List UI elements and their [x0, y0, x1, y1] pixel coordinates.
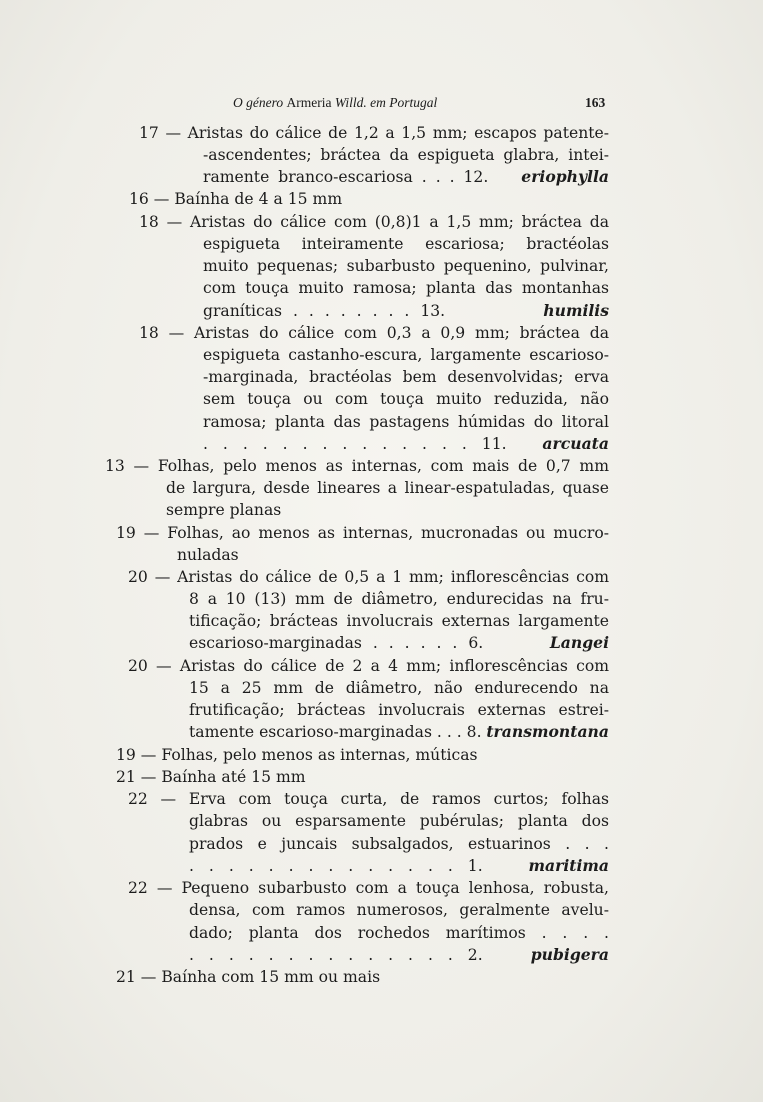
key-lead-text: . . . . . . . . . . . . . . 1.: [189, 857, 483, 875]
key-lead-text: ramente branco-escariosa . . . 12.: [203, 168, 489, 186]
taxon-name: transmontana: [486, 722, 609, 741]
key-line: espigueta inteiramente escariosa; bractéolas: [203, 235, 609, 253]
running-title: [233, 95, 437, 111]
running-header: [0, 95, 763, 115]
key-line: 16 — Baínha de 4 a 15 mm: [129, 190, 343, 208]
key-line: 20 — Aristas do cálice de 0,5 a 1 mm; inflorescências com: [128, 568, 609, 586]
title-prefix: O género: [233, 95, 287, 110]
key-line: 22 — Pequeno subarbusto com a touça lenhosa, robusta,: [128, 879, 609, 897]
key-line: 19 — Folhas, ao menos as internas, mucronadas ou mucro-: [116, 524, 609, 542]
taxon-name: arcuata: [542, 434, 609, 453]
key-line: prados e juncais subsalgados, estuarinos . . .: [189, 835, 609, 853]
taxon-name: pubigera: [530, 945, 609, 964]
key-line: [203, 433, 609, 455]
key-line: 18 — Aristas do cálice com (0,8)1 a 1,5 mm; bráctea da: [139, 213, 609, 231]
key-line: tificação; brácteas involucrais externas largamente: [189, 612, 609, 630]
key-line: nuladas: [177, 546, 239, 564]
key-lead-text: escarioso-marginadas . . . . . . 6.: [189, 634, 484, 652]
key-line: espigueta castanho-escura, largamente escarioso-: [203, 346, 609, 364]
title-suffix: Willd. em Portugal: [331, 95, 438, 110]
key-line: densa, com ramos numerosos, geralmente avelu-: [189, 901, 609, 919]
key-line: ramosa; planta das pastagens húmidas do litoral: [203, 413, 609, 431]
key-line: 21 — Baínha com 15 mm ou mais: [116, 968, 381, 986]
key-line: [189, 632, 609, 654]
key-lead-text: . . . . . . . . . . . . . . 2.: [189, 946, 483, 964]
key-line: sempre planas: [166, 501, 282, 519]
key-line: -ascendentes; bráctea da espigueta glabra, intei-: [203, 146, 609, 164]
taxon-name: eriophylla: [521, 167, 609, 186]
key-lead-text: tamente escarioso-marginadas . . . 8.: [189, 723, 482, 741]
key-line: com touça muito ramosa; planta das montanhas: [203, 279, 609, 297]
page-number: 163: [585, 95, 606, 110]
key-line: -marginada, bractéolas bem desenvolvidas; erva: [203, 368, 609, 386]
key-line: [189, 721, 609, 743]
key-line: 21 — Baínha até 15 mm: [116, 768, 306, 786]
key-line: [189, 944, 609, 966]
key-line: glabras ou esparsamente pubérulas; planta dos: [189, 812, 609, 830]
taxon-name: Langei: [549, 633, 609, 652]
key-line: [203, 300, 609, 322]
key-line: dado; planta dos rochedos marítimos . . . .: [189, 924, 609, 942]
key-line: 8 a 10 (13) mm de diâmetro, endurecidas na fru-: [189, 590, 609, 608]
taxon-name: humilis: [543, 301, 609, 320]
key-line: frutificação; brácteas involucrais externas estrei-: [189, 701, 609, 719]
key-line: de largura, desde lineares a linear-espatuladas, quase: [166, 479, 609, 497]
key-line: 17 — Aristas do cálice de 1,2 a 1,5 mm; escapos patente-: [139, 124, 609, 142]
key-line: sem touça ou com touça muito reduzida, não: [203, 390, 609, 408]
key-line: 18 — Aristas do cálice com 0,3 a 0,9 mm; bráctea da: [139, 324, 609, 342]
key-line: muito pequenas; subarbusto pequenino, pulvinar,: [203, 257, 609, 275]
taxon-name: maritima: [528, 856, 609, 875]
key-line: 22 — Erva com touça curta, de ramos curtos; folhas: [128, 790, 609, 808]
key-line: [189, 855, 609, 877]
title-genus: Armeria: [286, 95, 332, 110]
key-lead-text: . . . . . . . . . . . . . . 11.: [203, 435, 507, 453]
key-line: 19 — Folhas, pelo menos as internas, múticas: [116, 746, 478, 764]
key-line: 15 a 25 mm de diâmetro, não endurecendo na: [189, 679, 609, 697]
key-line: 13 — Folhas, pelo menos as internas, com mais de 0,7 mm: [105, 457, 609, 475]
key-line: [203, 166, 609, 188]
key-line: 20 — Aristas do cálice de 2 a 4 mm; inflorescências com: [128, 657, 609, 675]
key-lead-text: graníticas . . . . . . . . 13.: [203, 302, 446, 320]
